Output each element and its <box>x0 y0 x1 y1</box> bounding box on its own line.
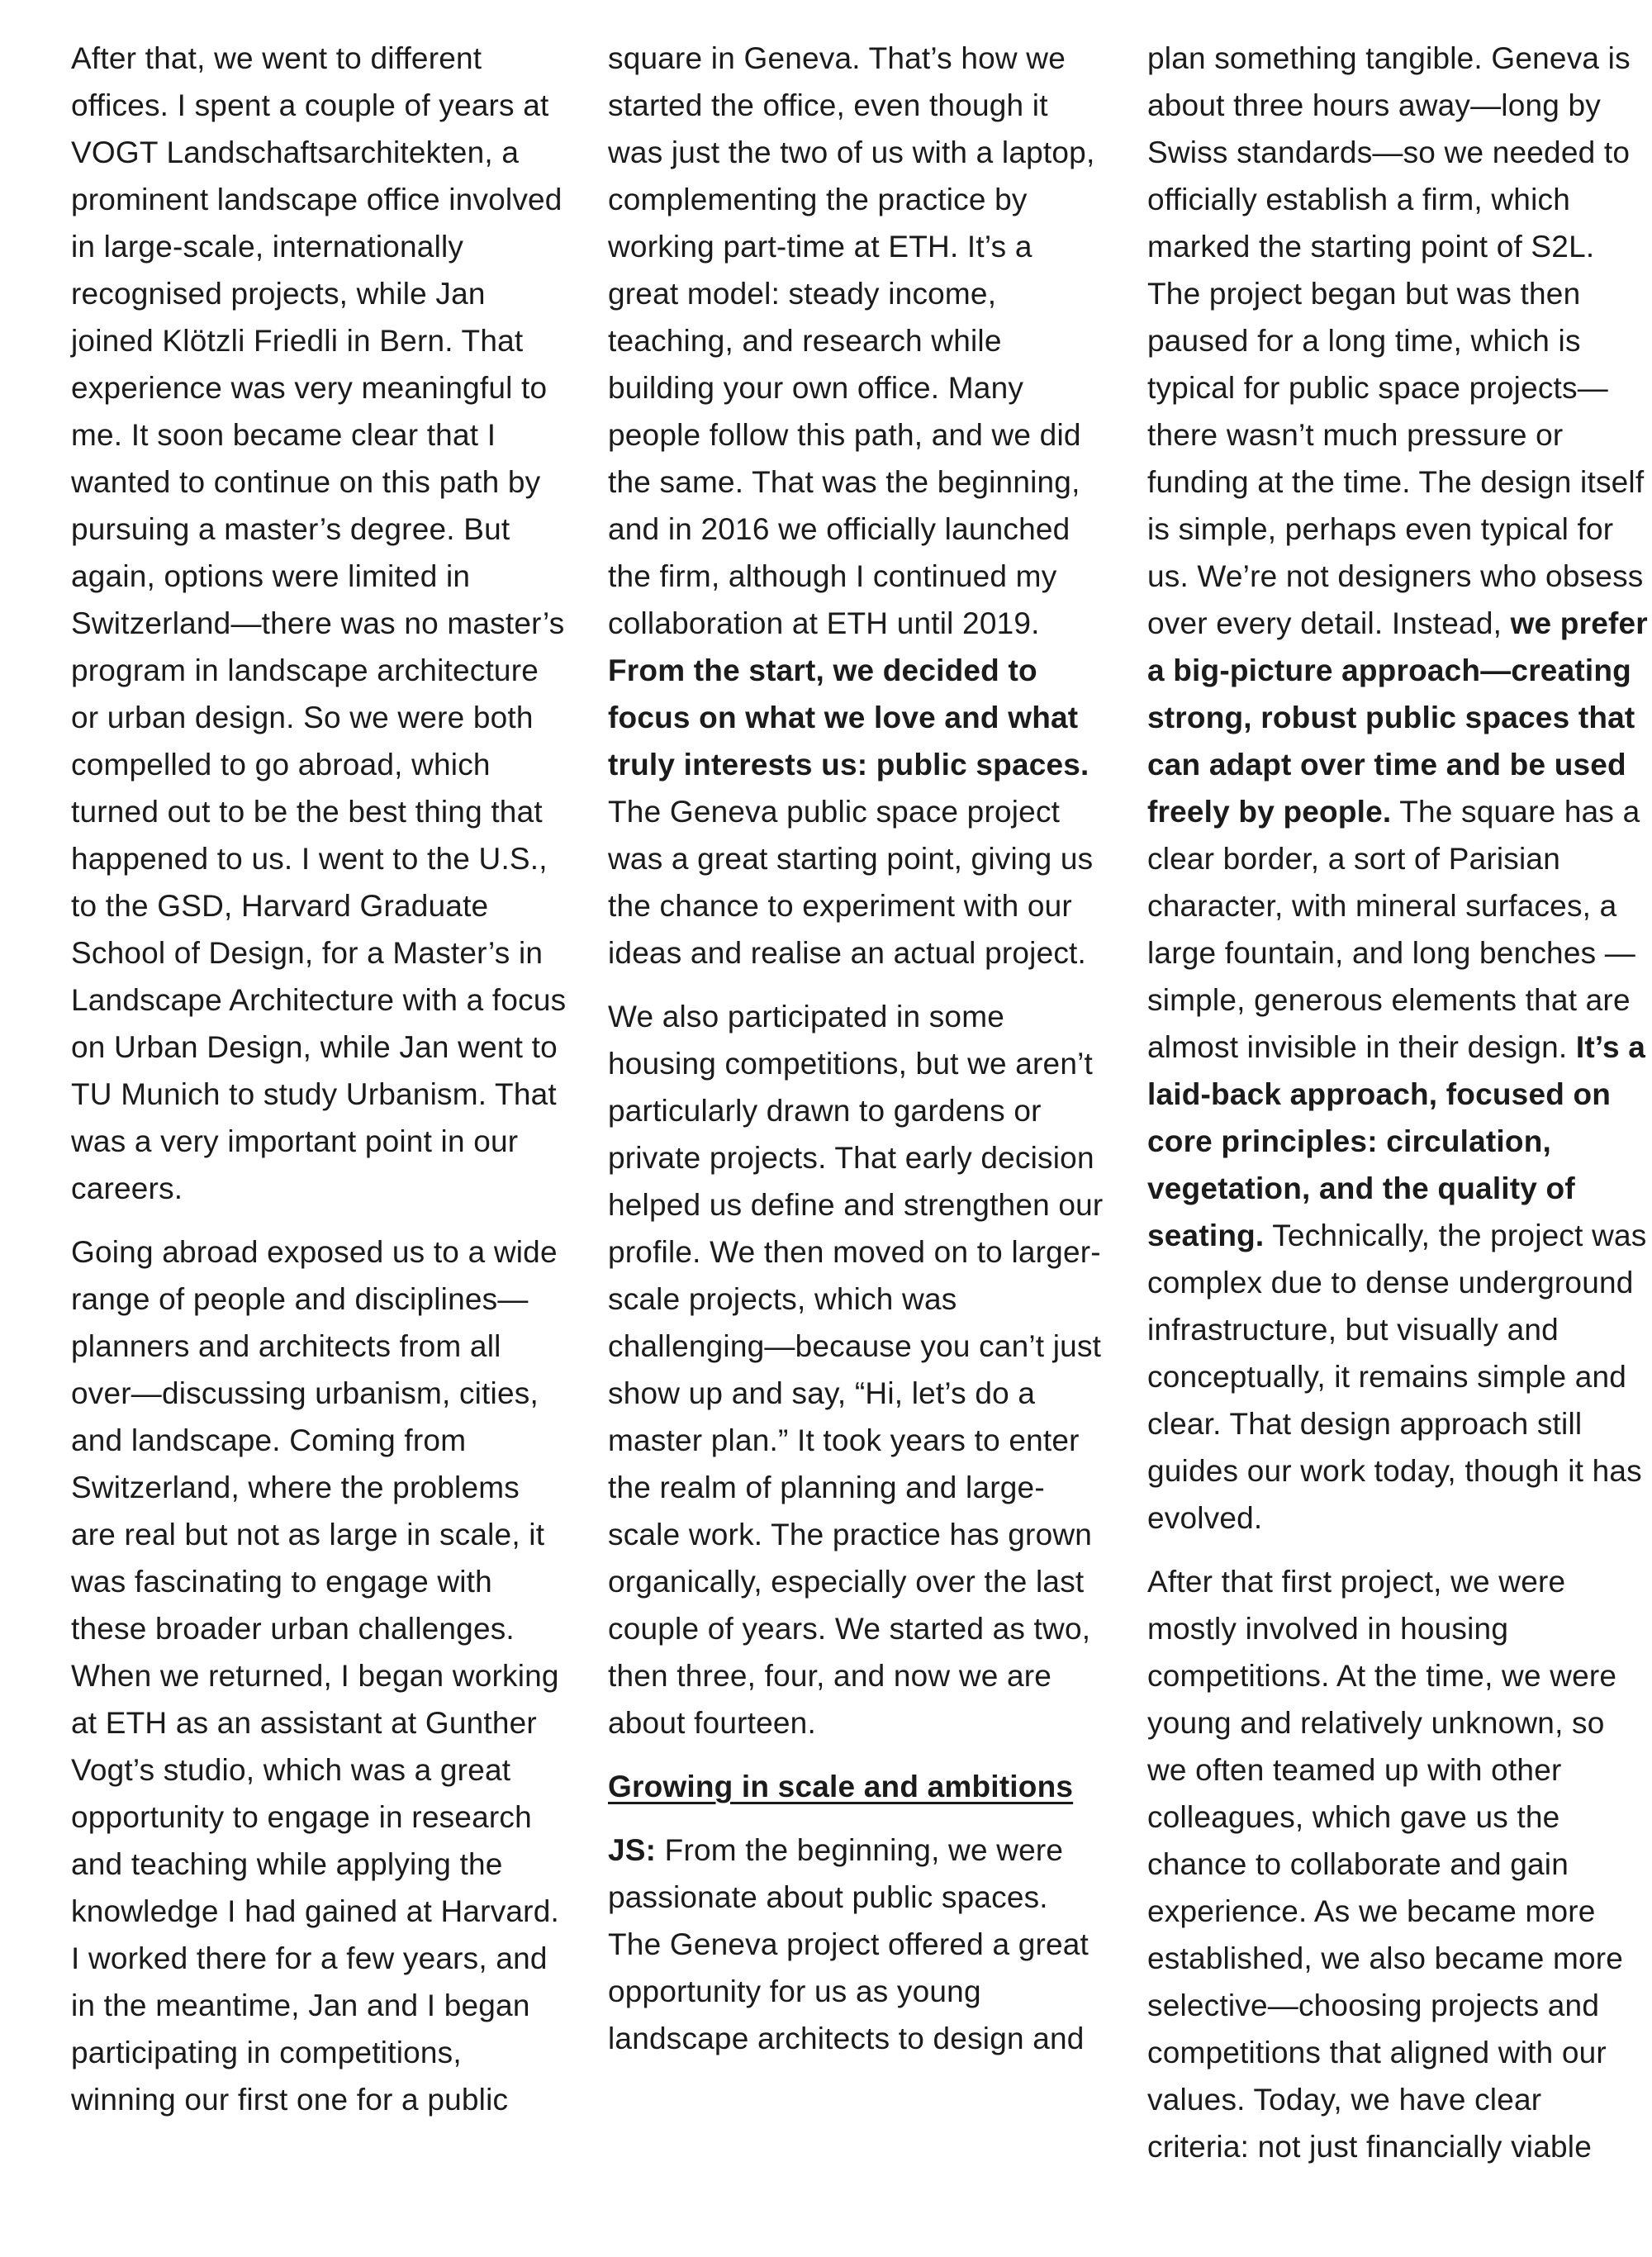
paragraph <box>608 35 1104 976</box>
paragraph <box>608 1827 1104 2062</box>
paragraph-text: From the beginning, we were passionate about public spaces. The Geneva project offered a great opportunity for us as young landscape architects to design and <box>608 1833 1089 2055</box>
paragraph-text: The square has a clear border, a sort of Parisian character, with mineral surfaces, a large fountain, and long benches —simple, generous elements that are almost invisible in their design. <box>1147 795 1640 1064</box>
emphasis-text: we prefer a big-picture approach—creating strong, robust public spaces that can adapt over time and be used freely by people. <box>1147 606 1648 829</box>
paragraph: After that first project, we were mostly involved in housing competitions. At the time, we were young and relatively unknown, so we often teamed up with other colleagues, which gave us the chance to collaborate and gain experience. As we became more established, we also became more selective—choosing projects and competitions that aligned with our values. Today, we have clear criteria: not just financially viable <box>1147 1565 1624 2164</box>
text-column-3 <box>1147 35 1650 2187</box>
text-column-2 <box>608 35 1104 2079</box>
paragraph-text: Technically, the project was complex due to dense underground infrastructure, but visually and conceptually, it remains simple and clear. That design approach still guides our work today, though it has evolved. <box>1147 1219 1647 1535</box>
paragraph <box>1147 35 1650 1542</box>
paragraph: Going abroad exposed us to a wide range of people and disciplines—planners and architects from all over—discussing urbanism, cities, and landscape. Coming from Switzerland, where the problems are real but not as large in scale, it was fascinating to engage with these broader urban challenges. When we returned, I began working at ETH as an assistant at Gunther Vogt’s studio, which was a great opportunity to engage in research and teaching while applying the knowledge I had gained at Harvard. I worked there for a few years, and in the meantime, Jan and I began participating in competitions, winning our first one for a public <box>71 1235 559 2117</box>
section-heading: Growing in scale and ambitions <box>608 1770 1074 1803</box>
emphasis-text: From the start, we decided to focus on what we love and what truly interests us: public spaces. <box>608 653 1089 782</box>
text-column-1 <box>71 35 567 2140</box>
speaker-label: JS: <box>608 1833 657 1867</box>
paragraph: We also participated in some housing competitions, but we aren’t particularly drawn to gardens or private projects. That early decision helped us define and strengthen our profile. We then moved on to larger-scale projects, which was challenging—because you can’t just show up and say, “Hi, let’s do a master plan.” It took years to enter the realm of planning and large-scale work. The practice has grown organically, especially over the last couple of years. We started as two, then three, four, and now we are about fourteen. <box>608 1000 1104 1740</box>
paragraph-text: plan something tangible. Geneva is about three hours away—long by Swiss standards—so we needed to officially establish a firm, which marked the starting point of S2L. The project began but was then paused for a long time, which is typical for public space projects—there wasn’t much pressure or funding at the time. The design itself is simple, perhaps even typical for us. We’re not designers who obsess over every detail. Instead, <box>1147 41 1645 640</box>
paragraph-text: square in Geneva. That’s how we started the office, even though it was just the two of us with a laptop, complementing the practice by working part-time at ETH. It’s a great model: steady income, teaching, and research while building your own office. Many people follow this path, and we did the same. That was the beginning, and in 2016 we officially launched the firm, although I continued my collaboration at ETH until 2019. <box>608 41 1095 640</box>
paragraph: After that, we went to different offices. I spent a couple of years at VOGT Landschaftsarchitekten, a prominent landscape office involved in large-scale, internationally recognised projects, while Jan joined Klötzli Friedli in Bern. That experience was very meaningful to me. It soon became clear that I wanted to continue on this path by pursuing a master’s degree. But again, options were limited in Switzerland—there was no master’s program in landscape architecture or urban design. So we were both compelled to go abroad, which turned out to be the best thing that happened to us. I went to the U.S., to the GSD, Harvard Graduate School of Design, for a Master’s in Landscape Architecture with a focus on Urban Design, while Jan went to TU Munich to study Urbanism. That was a very important point in our careers. <box>71 41 567 1205</box>
emphasis-text: It’s a laid-back approach, focused on core principles: circulation, vegetation, and the quality of seating. <box>1147 1030 1646 1252</box>
paragraph-text: The Geneva public space project was a great starting point, giving us the chance to experiment with our ideas and realise an actual project. <box>608 795 1094 970</box>
